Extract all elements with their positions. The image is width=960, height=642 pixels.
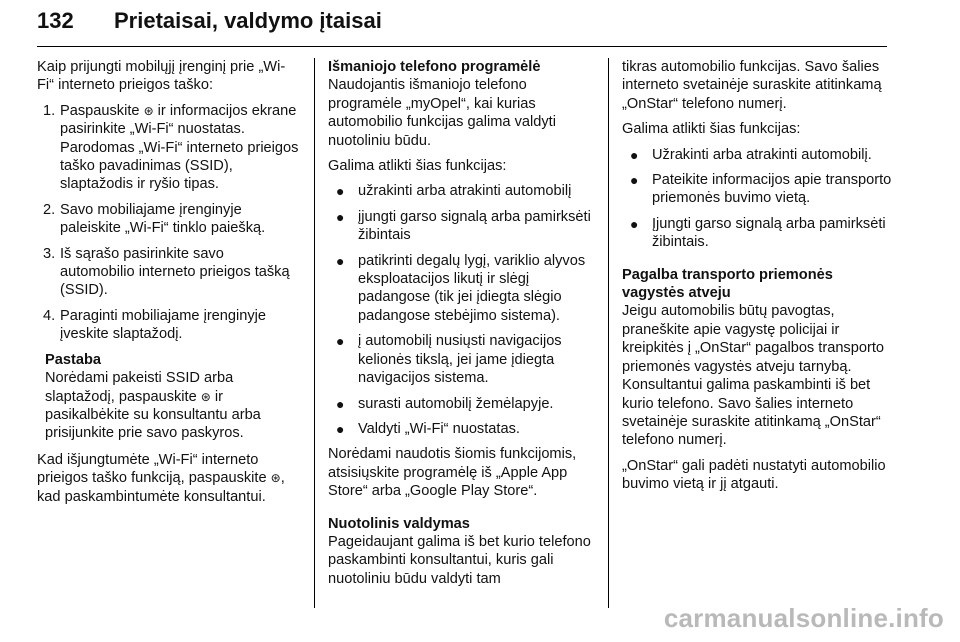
page-number: 132: [37, 8, 74, 33]
column-divider-2: [608, 58, 609, 608]
bullet-icon: ●: [336, 183, 345, 200]
bullet-icon: ●: [630, 146, 639, 163]
paragraph: „OnStar“ gali padėti nustatyti automobilio buvimo vietą ir jį atgauti.: [622, 457, 886, 493]
page-header: [37, 6, 887, 50]
functions-list: [622, 146, 892, 252]
section-heading-smartphone-app: Išmaniojo telefono programėlė: [328, 59, 541, 75]
list-item-text: įjungti garso signalą arba pamirksėti žibintais: [358, 208, 591, 244]
list-item: [328, 420, 598, 438]
list-item: [622, 215, 892, 252]
onstar-button-icon: ⊛: [200, 389, 211, 404]
paragraph: Pageidaujant galima iš bet kurio telefono paskambinti konsultantui, kuris gali nuotoliniu būdu valdyti tam: [328, 533, 591, 587]
bullet-icon: ●: [336, 333, 345, 350]
bullet-icon: ●: [336, 252, 345, 269]
note-title: Pastaba: [45, 351, 101, 368]
note-box: [37, 351, 299, 443]
watermark: carmanualsonline.info: [663, 603, 944, 633]
list-item-text: Įjungti garso signalą arba pamirksėti žibintais.: [652, 215, 886, 251]
step-item: [37, 102, 299, 194]
step-text: Savo mobiliajame įrenginyje paleiskite „Wi-Fi“ tinklo paiešką.: [60, 201, 266, 237]
bullet-icon: ●: [336, 395, 345, 412]
bullet-icon: ●: [630, 172, 639, 189]
closing-paragraph: [37, 451, 299, 506]
step-number: 3.: [43, 245, 56, 262]
list-item: [622, 146, 892, 164]
list-item: [328, 395, 598, 413]
onstar-button-icon: ⊛: [270, 471, 281, 486]
list-item: [328, 252, 598, 326]
section-heading-theft-assistance: Pagalba transporto priemonės vagystės atveju: [622, 266, 833, 302]
closing-text-part: Kad išjungtumėte „Wi-Fi“ interneto prieigos taško funkciją, paspauskite: [37, 451, 271, 487]
bullet-icon: ●: [336, 208, 345, 225]
step-text: ir informacijos ekrane pasirinkite „Wi-Fi“ nuostatas. Parodomas „Wi-Fi“ interneto prieigos taško pavadinimas (SSID), slaptažodis ir ryšio tipas.: [60, 102, 299, 193]
step-number: 1.: [43, 102, 56, 119]
functions-list: [328, 182, 598, 438]
step-item: [37, 245, 299, 300]
step-item: [37, 201, 299, 238]
step-text: Paspauskite: [60, 102, 144, 119]
intro-paragraph: Kaip prijungti mobilųjį įrenginį prie „Wi-Fi“ interneto prieigos taško:: [37, 59, 286, 94]
list-item: [622, 171, 892, 208]
bullet-icon: ●: [630, 215, 639, 232]
paragraph: Naudojantis išmaniojo telefono programėle „myOpel“, kai kurias automobilio funkcijas galima valdyti nuotoliniu būdu.: [328, 77, 556, 149]
wifi-hotspot-icon: ⊛: [143, 103, 154, 118]
step-number: 4.: [43, 307, 56, 324]
paragraph: Galima atlikti šias funkcijas:: [328, 158, 507, 175]
list-item-text: į automobilį nusiųsti navigacijos kelionės tikslą, jei jame įdiegta navigacijos sistema.: [358, 333, 562, 387]
note-text-part: ir pasikalbėkite su konsultantu arba prisijunkite prie savo paskyros.: [45, 388, 261, 442]
step-number: 2.: [43, 201, 56, 218]
paragraph: Jeigu automobilis būtų pavogtas, praneškite apie vagystę policijai ir kreipkitės į „OnStar“ pagalbos transporto priemonės vagystės atveju tarnybą. Konsultantui galima paskambinti iš bet kurio telefono. Savo šalies interneto svetainėje suraskite atitinkamą „OnStar“ telefono numerį.: [622, 303, 884, 449]
paragraph: Galima atlikti šias funkcijas:: [622, 121, 801, 138]
list-item-text: surasti automobilį žemėlapyje.: [358, 395, 554, 412]
list-item-text: užrakinti arba atrakinti automobilį: [358, 183, 572, 200]
list-item: [328, 182, 598, 200]
step-text: Iš sąrašo pasirinkite savo automobilio interneto prieigos tašką (SSID).: [60, 245, 290, 299]
note-text-part: Norėdami pakeisti SSID arba slaptažodį, paspauskite: [45, 370, 234, 405]
list-item-text: patikrinti degalų lygį, variklio alyvos eksploatacijos likutį ir slėgį padangose (tik jei įdiegta slėgio padangose stebėjimo sistema).: [358, 252, 586, 324]
paragraph: Norėdami naudotis šiomis funkcijomis, atsisiųskite programėlę iš „Apple App Store“ arba „Google Play Store“.: [328, 446, 577, 500]
column-2: [328, 58, 598, 595]
list-item: [328, 208, 598, 245]
header-divider: [37, 46, 887, 47]
paragraph: tikras automobilio funkcijas. Savo šalies interneto svetainėje suraskite atitinkamą „OnStar“ telefono numerį.: [622, 59, 882, 112]
bullet-icon: ●: [336, 420, 345, 437]
chapter-title: Prietaisai, valdymo įtaisai: [114, 8, 382, 33]
list-item-text: Užrakinti arba atrakinti automobilį.: [652, 146, 872, 163]
closing-text-part: , kad paskambintumėte konsultantui.: [37, 470, 285, 505]
column-divider-1: [314, 58, 315, 608]
step-text: Paraginti mobiliajame įrenginyje įveskite slaptažodį.: [60, 307, 267, 343]
step-item: [37, 307, 299, 344]
column-1: [37, 58, 299, 513]
steps-list: [37, 102, 299, 344]
list-item-text: Valdyti „Wi-Fi“ nuostatas.: [358, 420, 520, 437]
note-text: [45, 369, 299, 443]
list-item: [328, 332, 598, 387]
list-item-text: Pateikite informacijos apie transporto priemonės buvimo vietą.: [652, 172, 892, 207]
section-heading-remote-control: Nuotolinis valdymas: [328, 515, 470, 532]
column-3: [622, 58, 892, 501]
